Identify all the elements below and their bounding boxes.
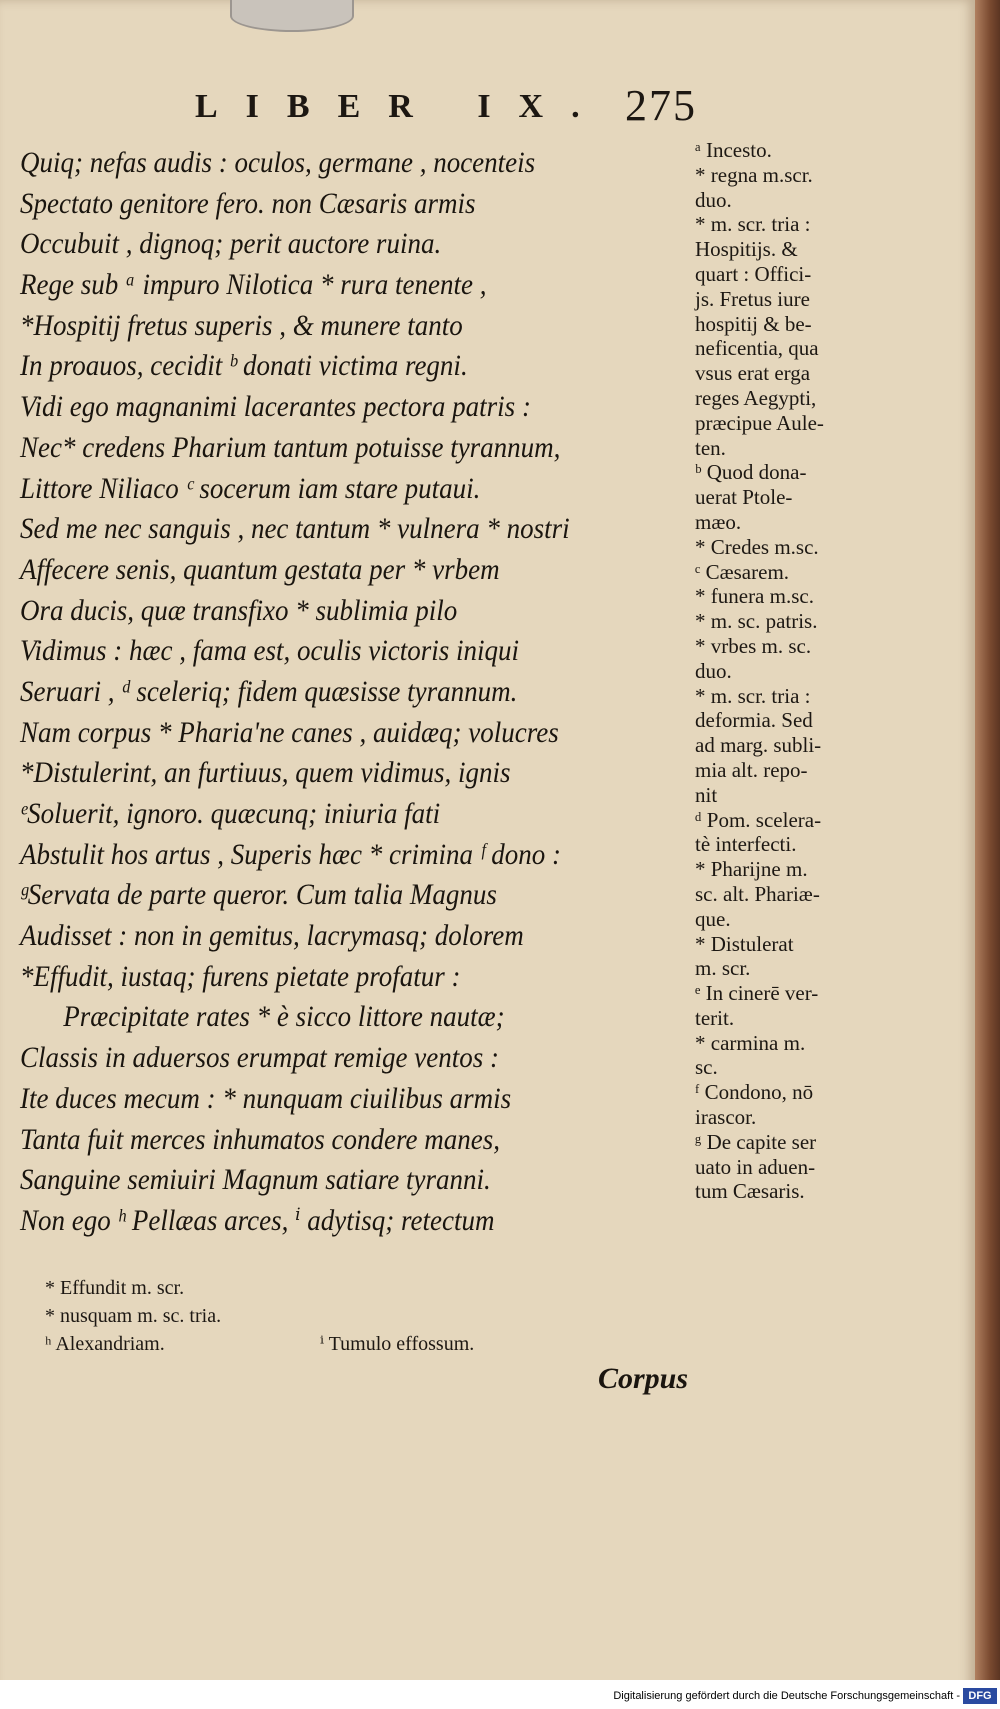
margin-note-line: ᵉ In cinerē ver- [695, 981, 819, 1006]
margin-note-line: uato in aduen- [695, 1154, 816, 1179]
verse-line: Spectato genitore fero. non Cæsaris armis [20, 186, 476, 220]
footnote-line [45, 1330, 605, 1358]
footnote-right: ⁱ Tumulo effossum. [320, 1333, 475, 1355]
book-fore-edge [975, 0, 1000, 1709]
margin-note-line: tè interfecti. [695, 832, 797, 857]
margin-note-line: hospitij & be- [695, 311, 812, 336]
verse-line: Tanta fuit merces inhumatos condere manes, [20, 1122, 500, 1156]
page-number: 275 [625, 81, 697, 130]
margin-note-line: que. [695, 906, 731, 931]
verse-line: Sanguine semiuiri Magnum satiare tyranni. [20, 1163, 491, 1197]
margin-note-line: quart : Offici- [695, 261, 812, 286]
margin-note-line: ᵃ Incesto. [695, 138, 772, 162]
page-tab-top [230, 0, 354, 32]
verse-line: Sed me nec sanguis , nec tantum * vulnera * nostri [20, 512, 570, 546]
margin-note-line: mæo. [695, 509, 742, 534]
verse-line: Seruari , ᵈ sceleriq; fidem quæsisse tyrannum. [20, 674, 518, 708]
margin-note-line: ᵍ De capite ser [695, 1129, 817, 1154]
margin-note-line: neficentia, qua [695, 336, 819, 361]
margin-note-line: * m. scr. tria : [695, 212, 811, 237]
margin-note-line: duo. [695, 658, 732, 683]
verse-line: Vidi ego magnanimi lacerantes pectora patris : [20, 390, 531, 424]
margin-note-line: * regna m.scr. [695, 162, 813, 187]
margin-note-line: * Distulerat [695, 931, 794, 956]
margin-note-line: mia alt. repo- [695, 757, 808, 782]
margin-note-line: * funera m.sc. [695, 584, 814, 609]
margin-note-line: irascor. [695, 1105, 757, 1130]
verse-line: Rege sub ᵃ impuro Nilotica * rura tenente , [20, 268, 487, 302]
margin-note-line: ᵈ Pom. scelera- [695, 807, 822, 832]
verse-line: Occubuit , dignoq; perit auctore ruina. [20, 227, 442, 261]
verse-line: Nec* credens Pharium tantum potuisse tyrannum, [20, 430, 561, 464]
verse-line: Nam corpus * Pharia'ne canes , auidæq; volucres [20, 715, 559, 749]
dfg-logo: DFG [963, 1688, 997, 1704]
margin-note-line: sc. alt. Phariæ- [695, 881, 820, 906]
margin-note-line: * m. scr. tria : [695, 683, 811, 708]
margin-note-line: js. Fretus iure [695, 286, 810, 311]
verse-line: Præcipitate rates * è sicco littore nautæ; [63, 1000, 505, 1034]
margin-note-line: ᶠ Condono, nō [695, 1080, 814, 1105]
margin-note-line: ad marg. subli- [695, 733, 822, 758]
margin-note-line: reges Aegypti, [695, 385, 817, 410]
margin-note-line: * Credes m.sc. [695, 534, 819, 559]
margin-note-line: præcipue Aule- [695, 410, 824, 435]
margin-note-line: vsus erat erga [695, 361, 811, 386]
margin-note-line: duo. [695, 187, 732, 212]
verse-line: Abstulit hos artus , Superis hæc * crimina ᶠ dono : [20, 837, 561, 871]
page-header [195, 80, 715, 140]
catchword: Corpus [598, 1362, 689, 1395]
margin-note-line: ᵇ Quod dona- [695, 460, 807, 485]
margin-note-line: Hospitijs. & [695, 237, 798, 262]
verse-line: Quiq; nefas audis : oculos, germane , nocenteis [20, 146, 536, 179]
verse-line: Classis in aduersos erumpat remige ventos : [20, 1041, 499, 1075]
verse-block [20, 143, 700, 1242]
running-title: LIBER IX. [195, 88, 608, 125]
verse-line: Audisset : non in gemitus, lacrymasq; dolorem [20, 919, 524, 953]
verse-line: ᵉSoluerit, ignoro. quæcunq; iniuria fati [20, 797, 441, 830]
margin-note-line: terit. [695, 1005, 735, 1030]
margin-note-line: m. scr. [695, 956, 751, 981]
margin-note-line: nit [695, 782, 718, 807]
digitization-credit: Digitalisierung gefördert durch die Deutsche Forschungsgemeinschaft - [613, 1690, 960, 1702]
verse-line: Vidimus : hæc , fama est, oculis victoris iniqui [20, 634, 519, 668]
margin-note-line: * vrbes m. sc. [695, 633, 812, 658]
footnote-line: * nusquam m. sc. tria. [45, 1305, 222, 1327]
verse-line: *Distulerint, an furtiuus, quem vidimus, ignis [20, 756, 511, 790]
margin-note-line: uerat Ptole- [695, 485, 793, 510]
margin-note-line: sc. [695, 1055, 718, 1080]
verse-line: Non ego ʰ Pellæas arces, ⁱ adytisq; retectum [20, 1203, 495, 1237]
margin-note-line: * m. sc. patris. [695, 609, 818, 634]
margin-note-line: deformia. Sed [695, 708, 813, 733]
margin-note-line: * carmina m. [695, 1030, 806, 1055]
verse-line: *Effudit, iustaq; furens pietate profatur : [20, 959, 461, 993]
margin-note-line: tum Cæsaris. [695, 1179, 805, 1204]
verse-line: Ite duces mecum : * nunquam ciuilibus armis [20, 1081, 512, 1115]
verse-line: Affecere senis, quantum gestata per * vrbem [20, 552, 500, 586]
margin-note-line: ᶜ Cæsarem. [695, 559, 790, 584]
verse-line: Littore Niliaco ᶜ socerum iam stare putaui. [20, 471, 481, 505]
verse-line: In proauos, cecidit ᵇ donati victima regni. [20, 349, 468, 383]
margin-note-line: * Pharijne m. [695, 857, 808, 882]
footnote-line: * Effundit m. scr. [45, 1277, 185, 1299]
marginal-notes [695, 138, 877, 1204]
verse-line: Ora ducis, quæ transfixo * sublimia pilo [20, 593, 458, 627]
margin-note-line: ten. [695, 435, 726, 460]
verse-line: *Hospitij fretus superis , & munere tanto [20, 308, 463, 342]
footnotes [45, 1274, 605, 1358]
footnote-left: ʰ Alexandriam. [45, 1333, 165, 1355]
verse-line: ᵍServata de parte queror. Cum talia Magnus [20, 878, 497, 912]
